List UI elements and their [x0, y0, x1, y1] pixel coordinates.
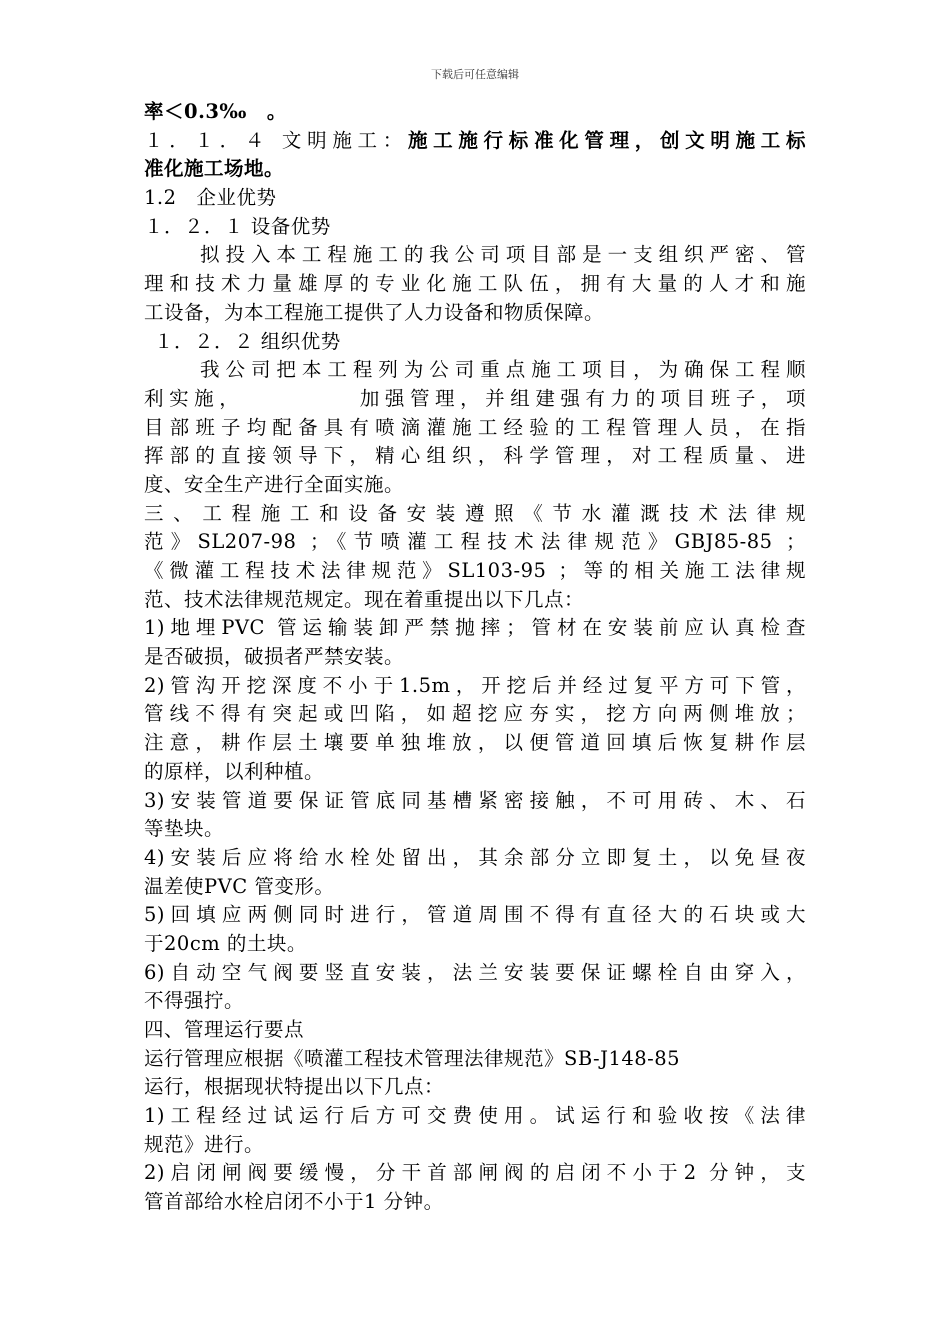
text-line: [144, 787, 806, 816]
text-run: 拟投入本工程施工的我公司项目部是一支组织严密、管: [200, 243, 806, 267]
text-run: 6)自动空气阀要竖直安装，法兰安装要保证螺栓自由穿入，: [144, 960, 806, 984]
text-line: [144, 987, 806, 1016]
text-run: 利实施， 加强管理，并组建强有力的项目班子，项: [144, 386, 806, 410]
text-run: 5)回填应两侧同时进行，管道周围不得有直径大的石块或大: [144, 903, 806, 927]
text-line: [144, 1159, 806, 1188]
text-run: 管首部给水栓启闭不小于1 分钟。: [144, 1190, 444, 1214]
text-run: 规范》进行。: [144, 1132, 265, 1156]
text-run: 度、安全生产进行全面实施。: [144, 472, 405, 496]
text-run: 范、技术法律规范规定。现在着重提出以下几点：: [144, 587, 585, 611]
text-run: 3)安装管道要保证管底同基槽紧密接触，不可用砖、木、石: [144, 788, 806, 812]
text-run: 工设备，为本工程施工提供了人力设备和物质保障。: [144, 300, 605, 324]
text-run: 三、工程施工和设备安装遵照《节水灌溉技术法律规: [144, 501, 806, 525]
text-run: 四、管理运行要点: [144, 1018, 305, 1041]
text-run: 温差使PVC 管变形。: [144, 874, 335, 898]
text-line: [144, 959, 806, 988]
text-run: 1)地埋PVC 管运输装卸严禁抛摔；管材在安装前应认真检查: [144, 616, 806, 640]
text-line: [144, 270, 806, 299]
text-line: [144, 528, 806, 557]
text-run: 2)管沟开挖深度不小于1.5m，开挖后并经过复平方可下管，: [144, 673, 806, 697]
text-line: [144, 815, 806, 844]
text-line: [144, 1131, 806, 1160]
text-run: 的原样，以利种植。: [144, 759, 325, 783]
text-run: 准化施工场地。: [144, 157, 285, 181]
text-line: [144, 844, 806, 873]
text-line: [144, 385, 806, 414]
text-line: [144, 586, 806, 615]
text-line: [144, 471, 806, 500]
text-run: 目部班子均配备具有喷滴灌施工经验的工程管理人员，在指: [144, 415, 806, 439]
page-header: 下载后可任意编辑: [431, 68, 519, 81]
text-line: [144, 1016, 806, 1045]
text-line: [144, 901, 806, 930]
text-line: [144, 700, 806, 729]
text-line: [144, 1188, 806, 1217]
text-line: [144, 1102, 806, 1131]
text-line: [144, 98, 806, 127]
text-run: １．２．１ 设备优势: [144, 214, 331, 238]
text-line: [144, 1073, 806, 1102]
text-run: 《微灌工程技术法律规范》SL103-95 ；等的相关施工法律规: [144, 559, 806, 582]
text-line: [144, 758, 806, 787]
text-line: [144, 1045, 806, 1074]
text-line: [144, 643, 806, 672]
text-line: [144, 442, 806, 471]
text-run: 是否破损，破损者严禁安装。: [144, 645, 405, 669]
text-run: 施工施行标准化管理，创文明施工标: [407, 128, 806, 152]
text-run: 挥部的直接领导下，精心组织，科学管理，对工程质量、进: [144, 444, 806, 468]
text-line: [144, 873, 806, 902]
text-line: [144, 127, 806, 156]
text-run: １．２．２ 组织优势: [154, 329, 341, 353]
text-line: [144, 241, 806, 270]
text-line: [144, 414, 806, 443]
text-run: 不得强拧。: [144, 989, 245, 1013]
text-line: [144, 672, 806, 701]
text-run: 等垫块。: [144, 817, 225, 841]
text-line: [144, 299, 806, 328]
text-run: 4)安装后应将给水栓处留出，其余部分立即复土，以免昼夜: [144, 845, 806, 869]
text-line: [144, 356, 806, 385]
text-line: [144, 155, 806, 184]
text-run: 管线不得有突起或凹陷，如超挖应夯实，挖方向两侧堆放；: [144, 702, 806, 726]
text-run: 理和技术力量雄厚的专业化施工队伍，拥有大量的人才和施: [144, 272, 806, 296]
text-run: １．１．４ 文明施工：: [144, 128, 408, 152]
text-run: 范》SL207-98 ；《节喷灌工程技术法律规范》GBJ85-85 ；: [144, 530, 806, 554]
text-line: [144, 557, 806, 586]
text-run: 注意，耕作层土壤要单独堆放，以便管道回填后恢复耕作层: [144, 731, 806, 755]
text-run: 运行，根据现状特提出以下几点：: [144, 1075, 445, 1099]
text-line: [144, 614, 806, 643]
text-line: [144, 328, 806, 357]
text-line: [144, 500, 806, 529]
text-line: [144, 729, 806, 758]
text-line: [144, 213, 806, 242]
text-run: 运行管理应根据《喷灌工程技术管理法律规范》SB-J148-85: [144, 1046, 681, 1070]
text-run: 我公司把本工程列为公司重点施工项目，为确保工程顺: [200, 358, 806, 382]
text-line: [144, 930, 806, 959]
document-body: [144, 98, 806, 1217]
text-run: 1.2 企业优势: [144, 186, 277, 210]
text-run: 2)启闭闸阀要缓慢，分干首部闸阀的启闭不小于2 分钟，支: [144, 1161, 806, 1185]
text-run: 1)工程经过试运行后方可交费使用。试运行和验收按《法律: [144, 1104, 806, 1128]
text-line: [144, 184, 806, 213]
text-run: 于20cm 的土块。: [144, 931, 307, 955]
text-run: 率＜0.3‰ 。: [144, 100, 287, 123]
